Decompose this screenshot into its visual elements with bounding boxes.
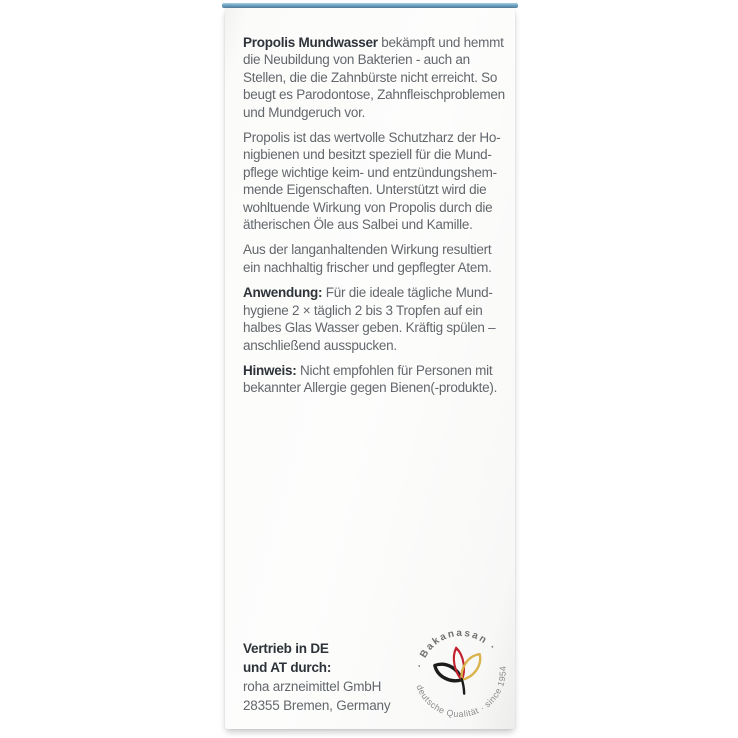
paragraph	[243, 34, 505, 121]
stem-icon	[461, 679, 465, 694]
text-line: Anwendung: Für die ideale tägliche Mund-	[243, 285, 493, 301]
text-line: hygiene 2 × täglich 2 bis 3 Tropfen auf ein	[243, 302, 483, 318]
text-line: Hinweis: Nicht empfohlen für Personen mit	[243, 362, 493, 378]
text-line: mende Eigenschaften. Unterstützt wird die	[243, 182, 487, 198]
distributor-line: roha arzneimittel GmbH	[243, 679, 382, 694]
paragraph	[243, 241, 499, 276]
paragraph	[243, 284, 499, 354]
text-line: pflege wichtige keim- und entzündungshem-	[243, 164, 497, 180]
text-line: bekannter Allergie gegen Bienen(-produkte).	[243, 380, 498, 396]
bold-lead: Hinweis:	[243, 362, 297, 378]
distributor-bold-line: Vertrieb in DE	[243, 641, 329, 656]
text-block	[243, 34, 505, 405]
distributor-line: 28355 Bremen, Germany	[243, 698, 391, 713]
bold-lead: Anwendung:	[243, 285, 323, 301]
text-line: Stellen, die die Zahnbürste nicht erreicht. So	[243, 69, 498, 85]
text-line: Propolis ist das wertvolle Schutzharz der Ho-	[243, 130, 501, 146]
text-line: die Neubildung von Bakterien - auch an	[243, 52, 470, 68]
logo-quality-arc-text: deutsche Qualität · since 1954	[414, 665, 508, 720]
text-line: ätherischen Öle aus Salbei und Kamille.	[243, 217, 473, 233]
text-line: halbes Glas Wasser geben. Kräftig spülen –	[243, 320, 496, 336]
logo-brand-arc-text: · Bakanasan ·	[414, 627, 499, 669]
text-line: beugt es Parodontose, Zahnfleischproblemen	[243, 87, 505, 103]
text-line: ein nachhaltig frischer und gepflegter Atem.	[243, 259, 492, 275]
paragraph	[243, 362, 499, 397]
text-line: wohltuende Wirkung von Propolis durch die	[243, 199, 493, 215]
text-line: und Mundgeruch vor.	[243, 104, 366, 120]
text-line: anschließend ausspucken.	[243, 337, 397, 353]
bold-lead: Propolis Mundwasser	[243, 35, 378, 50]
text-line: Propolis Mundwasser bekämpft und hemmt	[243, 35, 504, 50]
black-leaf-icon	[432, 660, 465, 686]
text-line: Aus der langanhaltenden Wirkung resultiert	[243, 242, 492, 258]
paragraph	[243, 129, 499, 233]
distributor-block	[243, 639, 390, 715]
text-line: nigbienen und besitzt speziell für die Mund-	[243, 147, 492, 163]
packaging-box-back-panel	[225, 8, 515, 729]
distributor-bold-line: und AT durch:	[243, 660, 332, 675]
bakanasan-logo	[396, 608, 523, 735]
